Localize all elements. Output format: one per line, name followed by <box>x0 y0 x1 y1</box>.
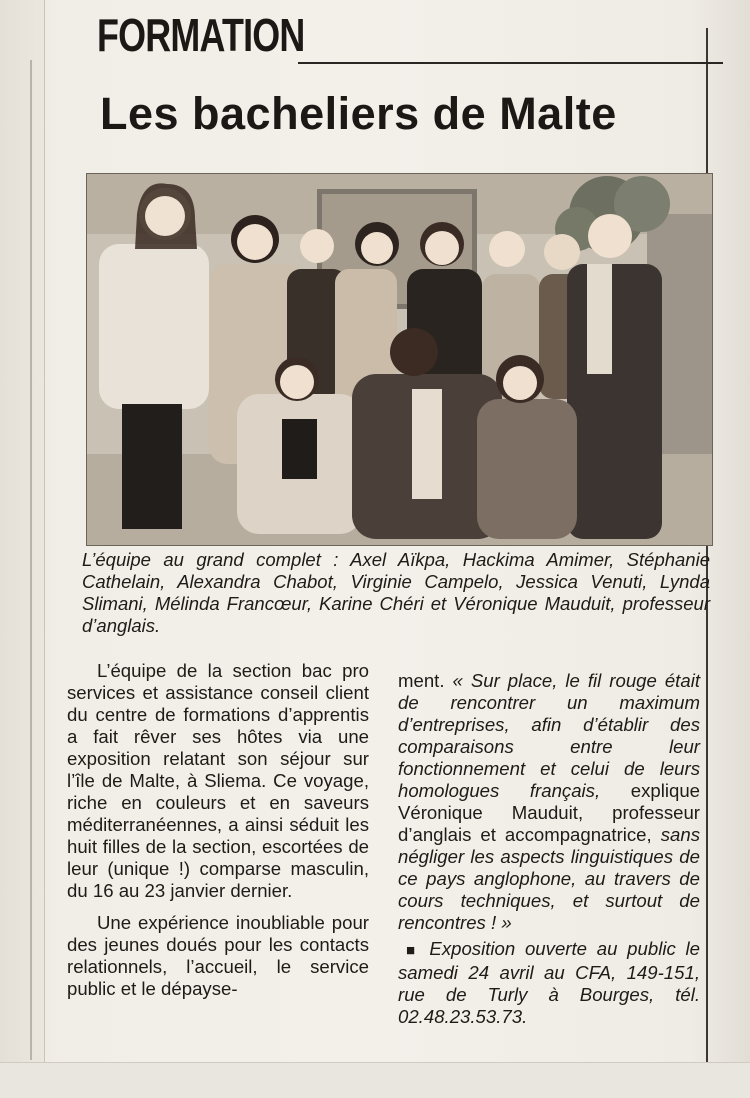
article-paragraph: L’équipe de la section bac pro services et assistance conseil client du centre de formations d’apprentis a fait rêver ses hôtes via une exposition relatant son séjour sur l’île de Malte, à Sliema. Ce voyage, riche en couleurs et en saveurs méditerranéennes, a ainsi séduit les huit filles de la section, escortées de leur (unique !) comparse masculin, du 16 au 23 janvier dernier. <box>67 660 369 901</box>
article-column-left <box>67 660 369 1000</box>
rubric-underline <box>298 62 723 64</box>
quote-attribution: explique Véronique Mauduit, professeur d’anglais et accompagnatrice, <box>398 780 700 845</box>
section-rubric: FORMATION <box>97 9 305 61</box>
quote-text: sans négliger les aspects linguistiques de ce pays anglophone, au travers de cours techniques, et surtout de rencontres ! » <box>398 824 700 933</box>
column-rule-left <box>30 60 32 1060</box>
group-photo <box>86 173 713 546</box>
article-paragraph: Une expérience inoubliable pour des jeunes doués pour les contacts relationnels, l’accueil, le service public et le dépayse- <box>67 912 369 999</box>
clipping-left-margin <box>0 0 45 1097</box>
paragraph-continuation: ment. <box>398 670 445 691</box>
article-column-right <box>398 670 700 1028</box>
clipping-bottom-margin <box>0 1062 750 1098</box>
article-paragraph <box>398 670 700 934</box>
photo-caption: L’équipe au grand complet : Axel Aïkpa, Hackima Amimer, Stéphanie Cathelain, Alexandra Chabot, Virginie Campelo, Jessica Venuti, Lynda Slimani, Mélinda Francœur, Karine Chéri et Véronique Mauduit, professeur d’anglais. <box>82 549 710 636</box>
exposition-notice <box>398 938 700 1028</box>
exposition-text: Exposition ouverte au public le samedi 24 avril au CFA, 149-151, rue de Turly à Bourges, tél. 02.48.23.53.73. <box>398 938 700 1027</box>
bullet-square-icon: ■ <box>406 942 420 959</box>
article-headline: Les bacheliers de Malte <box>100 88 617 139</box>
quote-text: « Sur place, le fil rouge était de rencontrer un maximum d’entreprises, afin d’établir des comparaisons entre leur fonctionnement et celui de leurs homologues français, <box>398 670 700 801</box>
